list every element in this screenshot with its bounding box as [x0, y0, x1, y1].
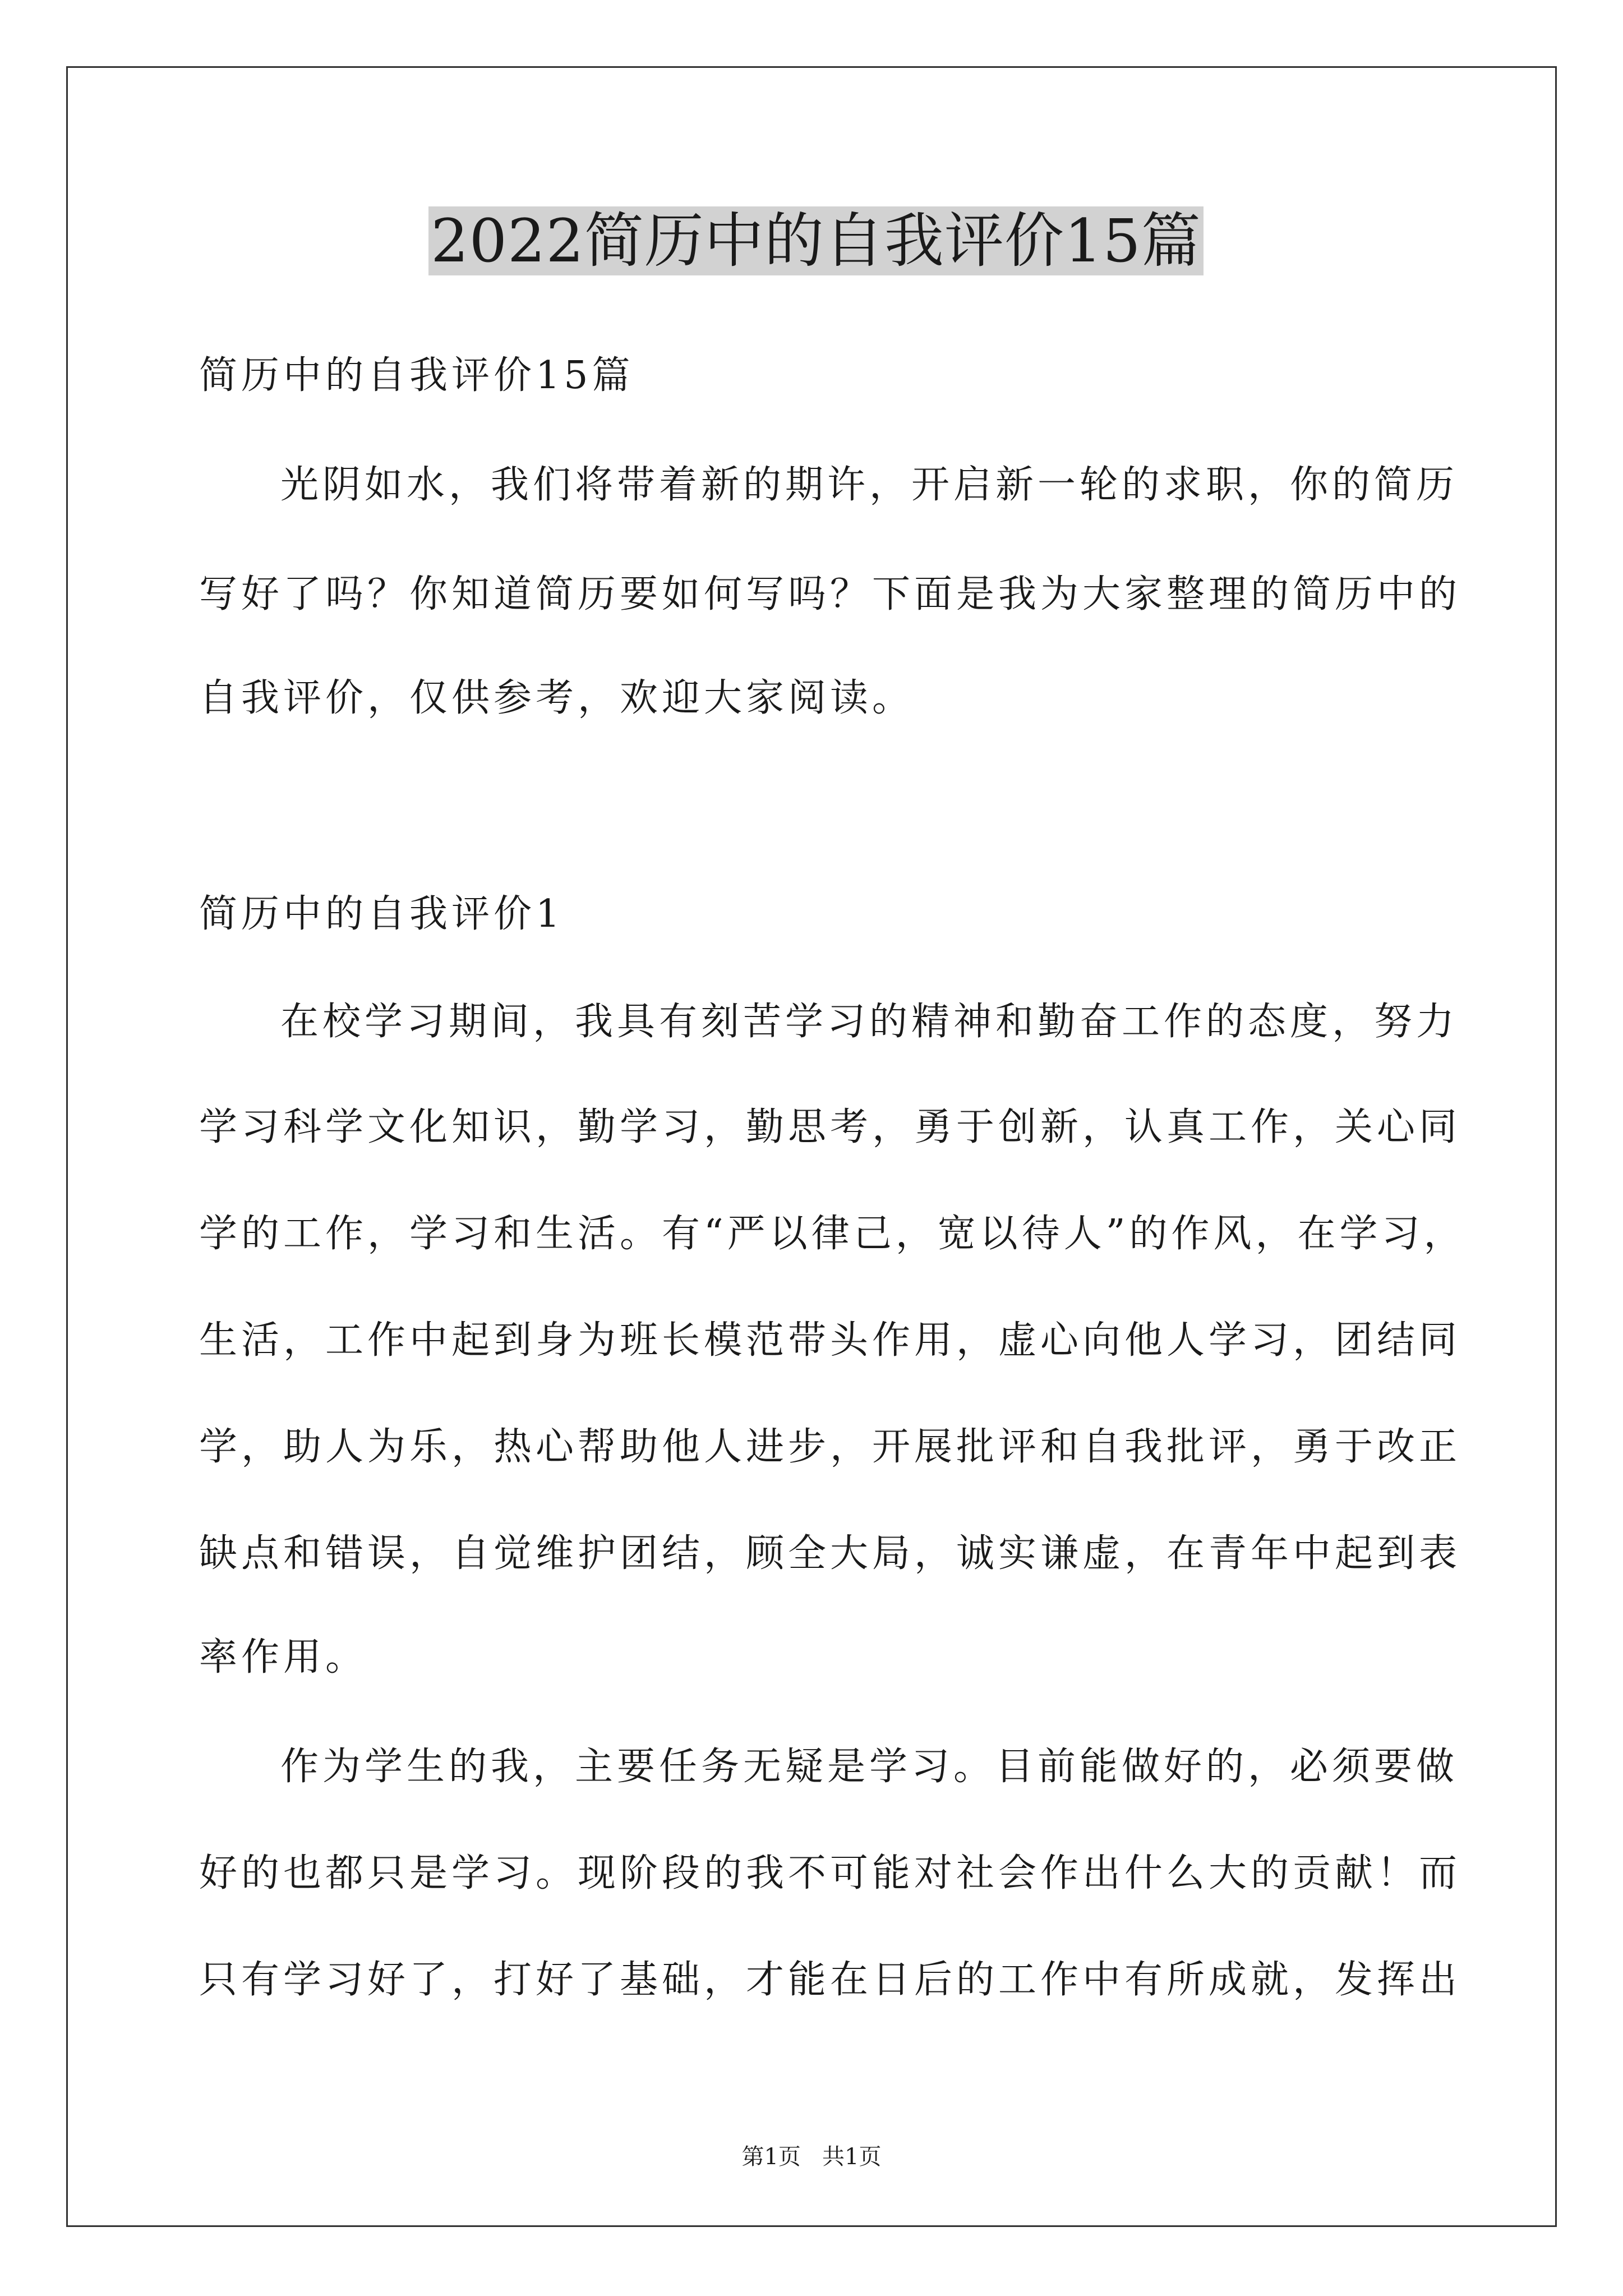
paragraph2-line: 好的也都只是学习。现阶段的我不可能对社会作出什么大的贡献！而	[199, 1851, 1461, 1895]
document-title	[199, 202, 1433, 280]
document-title-text: 2022简历中的自我评价15篇	[428, 206, 1204, 275]
paragraph2-line: 作为学生的我，主要任务无疑是学习。目前能做好的，必须要做	[280, 1745, 1459, 1789]
intro-line: 自我评价，仅供参考，欢迎大家阅读。	[199, 676, 915, 720]
paragraph1-line: 缺点和错误，自觉维护团结，顾全大局，诚实谦虚，在青年中起到表	[199, 1531, 1461, 1576]
section-heading: 简历中的自我评价1	[199, 892, 564, 936]
paragraph1-line: 学习科学文化知识，勤学习，勤思考，勇于创新，认真工作，关心同	[199, 1105, 1461, 1149]
paragraph1-line: 率作用。	[199, 1635, 368, 1680]
paragraph1-line: 生活，工作中起到身为班长模范带头作用，虚心向他人学习，团结同	[199, 1318, 1461, 1363]
intro-line: 光阴如水，我们将带着新的期许，开启新一轮的求职，你的简历	[280, 463, 1459, 507]
document-subtitle: 简历中的自我评价15篇	[199, 353, 634, 398]
paragraph2-line: 只有学习好了，打好了基础，才能在日后的工作中有所成就，发挥出	[199, 1958, 1461, 2002]
paragraph1-line: 在校学习期间，我具有刻苦学习的精神和勤奋工作的态度，努力	[280, 1000, 1459, 1044]
intro-line: 写好了吗？你知道简历要如何写吗？下面是我为大家整理的简历中的	[199, 572, 1461, 616]
paragraph1-line: 学，助人为乐，热心帮助他人进步，开展批评和自我批评，勇于改正	[199, 1425, 1461, 1469]
page-footer: 第1页 共1页	[741, 2144, 882, 2170]
paragraph1-line: 学的工作，学习和生活。有“严以律己，宽以待人”的作风，在学习，	[199, 1212, 1466, 1256]
